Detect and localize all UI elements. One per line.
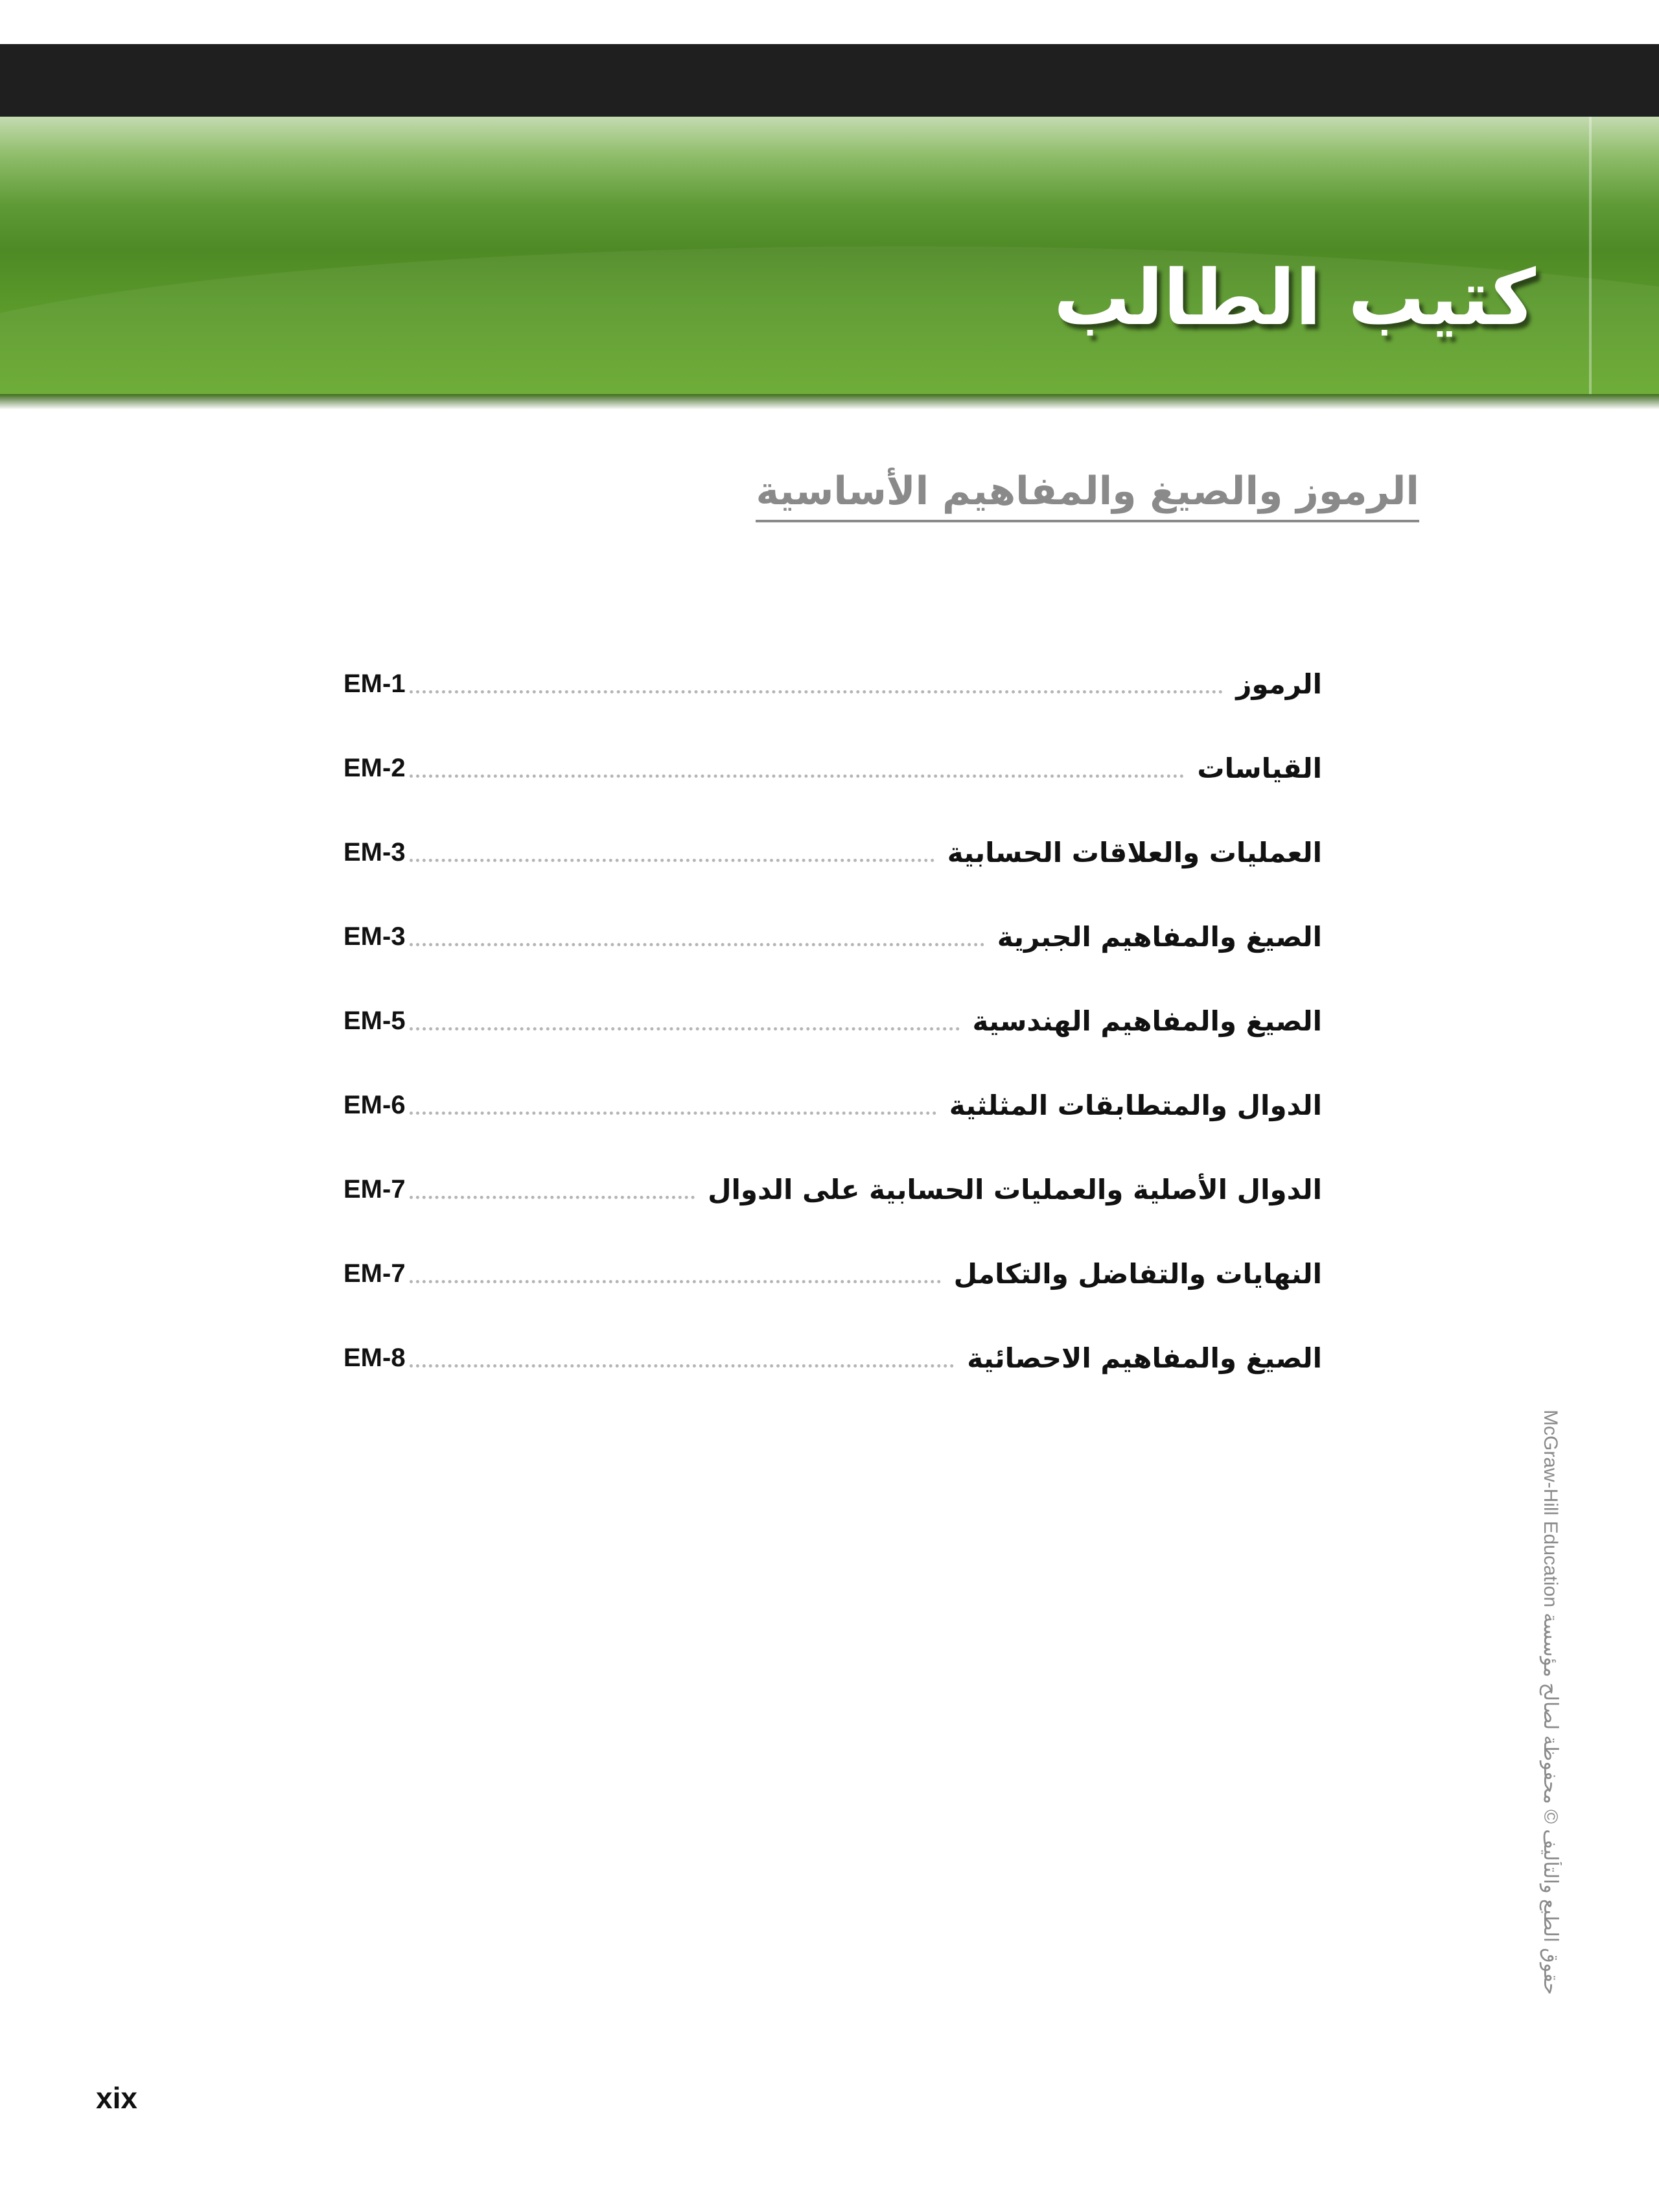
toc-item-title: الصيغ والمفاهيم الهندسية: [972, 1005, 1322, 1037]
toc-leader-dots: [410, 1086, 936, 1115]
toc-item-title: الدوال الأصلية والعمليات الحسابية على الدوال: [708, 1173, 1322, 1205]
toc-item-geometric-formulas[interactable]: [343, 979, 1322, 1063]
toc-item-title: الرموز: [1236, 668, 1322, 700]
toc-item-title: الصيغ والمفاهيم الجبرية: [997, 920, 1322, 953]
toc-item-page: EM-1: [343, 669, 406, 698]
toc-leader-dots: [410, 1338, 955, 1368]
page-title: كتيب الطالب: [1053, 253, 1536, 342]
toc-leader-dots: [410, 917, 984, 946]
toc-item-page: EM-7: [343, 1259, 406, 1288]
toc-leader-dots: [410, 1254, 941, 1283]
toc-item-page: EM-3: [343, 922, 406, 951]
toc-item-title: النهايات والتفاضل والتكامل: [953, 1257, 1322, 1290]
toc-leader-dots: [410, 749, 1185, 778]
toc-item-title: الصيغ والمفاهيم الاحصائية: [967, 1342, 1322, 1374]
toc-item-measurements[interactable]: [343, 726, 1322, 810]
toc-leader-dots: [410, 1001, 960, 1030]
toc-item-title: القياسات: [1197, 752, 1322, 784]
toc-item-arithmetic-operations[interactable]: [343, 810, 1322, 894]
toc-leader-dots: [410, 833, 934, 862]
banner-edge-line: [1589, 117, 1592, 394]
page-number: xix: [96, 2081, 137, 2115]
toc-item-parent-functions[interactable]: [343, 1147, 1322, 1231]
toc-item-limits-calculus[interactable]: [343, 1231, 1322, 1316]
table-of-contents: [343, 642, 1322, 1400]
toc-leader-dots: [410, 1170, 695, 1199]
toc-item-page: EM-3: [343, 837, 406, 867]
copyright-notice: [1536, 1410, 1562, 2045]
copyright-text: حقوق الطبع والتأليف © محفوظة لصالح مؤسسة McGraw-Hill Education: [1540, 1410, 1561, 1995]
toc-item-statistics-formulas[interactable]: [343, 1316, 1322, 1400]
toc-item-page: EM-8: [343, 1343, 406, 1372]
toc-item-algebraic-formulas[interactable]: [343, 894, 1322, 979]
toc-item-page: EM-5: [343, 1006, 406, 1035]
toc-leader-dots: [410, 664, 1224, 693]
top-black-bar: [0, 44, 1659, 117]
toc-item-trig-identities[interactable]: [343, 1063, 1322, 1147]
section-subtitle: الرموز والصيغ والمفاهيم الأساسية: [756, 468, 1419, 522]
toc-item-title: الدوال والمتطابقات المثلثية: [949, 1089, 1322, 1121]
banner-shadow: [0, 394, 1659, 410]
toc-item-symbols[interactable]: [343, 642, 1322, 726]
toc-item-title: العمليات والعلاقات الحسابية: [947, 836, 1322, 868]
toc-item-page: EM-6: [343, 1090, 406, 1119]
toc-item-page: EM-2: [343, 753, 406, 782]
toc-item-page: EM-7: [343, 1174, 406, 1204]
